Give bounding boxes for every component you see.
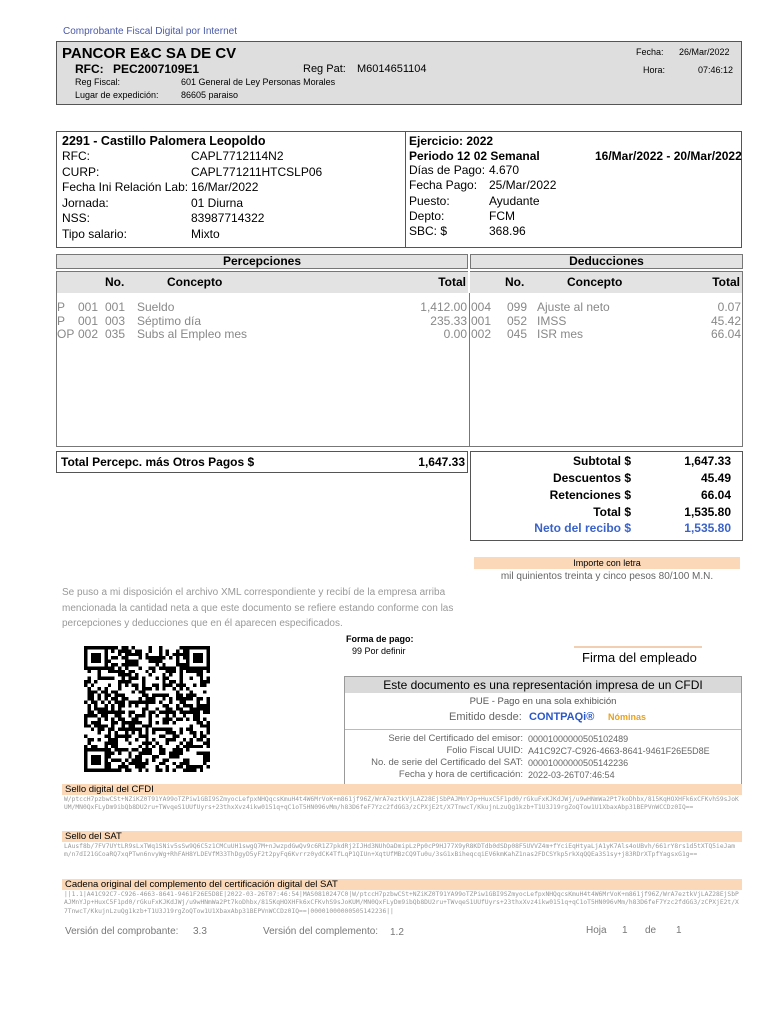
- total-value: 1,535.80: [684, 505, 731, 519]
- cfdi-cert-label: No. de serie del Certificado del SAT:: [371, 757, 523, 768]
- signature-line: [574, 646, 702, 648]
- periodo: Periodo 12 02 Semanal: [409, 149, 540, 163]
- perc-tipo: OP: [57, 327, 75, 341]
- cadena-text: ||1.1|A41C92C7-C926-4663-8641-9461F26E5D8E|2022-03-26T07:46:54|MAS0810247C0|W/ptccH7pzbwCSt+NZiKZ0T91YA99oTZPiw1GBI9SZmyocLefpxNHQqcsKmuH4t4W6MrVoK+m861jf96Z/WrA7eztkVjLAZ28EjSbPAJMnYJp+HuxC5F1pd0/rGkuFxKJKdJWj/u9wHNmWa2Pt7koDhbx/815KqHOXHFk6xCFKvhS9sJoKUM/MN0QxFLyDm9ibQb8DU2ru+TWvqeS1UUfUyrs+23thxXvz4ikw0151q+qC1oT5HN096vMm/h83D6feF7Yzc2fdGG3/zCPXjE2t/X7TnwcT/KkujnLzuQg1kzb+T1U3J19rgZoQTow1U1XbaxAbp31BEPVnWCCDz0IQ==|00001000000505142236||: [64, 891, 739, 915]
- regpat-label: Reg Pat:: [303, 63, 346, 75]
- hora-label: Hora:: [643, 65, 666, 75]
- perc-code-a: 001: [78, 313, 99, 328]
- sello-sat-text: LAusf8b/7FV7UYtLR9sLxTWq1SNiv5sSw9Q6C5z1CMCuUH1swgQ7M+nJwzpdGwQv9c6R1Z7pkdRj2IJHd3NUhOaDmipLzPp0cP9HJ77X9yR8KDTdb0dSDp08F5UVVZ4m+fYciEqHtyaLjA1yK7Als4oUBvh/661rY8rs1d5tXTQ5ieJamm/n7dI21GCoaRQ7xqPTwn6nvyWg+RhFAH8YLDEVfM33ThDgyD5yF2t2pyFq6Kvrrz0ydCK4TfLqP1QIUn+XqtUfMBzCQ9Tu0u/3sG1xBiheqcqiEV6kmKahZ1nas2FDCSYkp5rkXqQQEa3S1sy+j83RDrXTpfYagsxG1g==: [64, 843, 736, 859]
- cfdi-cert-label: Folio Fiscal UUID:: [446, 745, 523, 756]
- employee-field-label: NSS:: [62, 211, 91, 225]
- cfdi-cert-value: 00001000000505102489: [528, 734, 629, 744]
- employee-field-label: Fecha Ini Relación Lab:: [62, 180, 189, 194]
- employee-field-label: Jornada:: [62, 195, 109, 210]
- issuer-rfc-label: RFC:: [75, 62, 104, 76]
- total-value: 45.49: [700, 471, 731, 485]
- payment-field-value: 4.670: [489, 163, 520, 177]
- payment-field-label: Depto:: [409, 208, 445, 223]
- ded-total: 45.42: [710, 313, 741, 328]
- perc-code-a: 001: [78, 300, 99, 314]
- ejercicio: Ejercicio: 2022: [409, 134, 494, 148]
- consent-text: Se puso a mi disposición el archivo XML correspondiente y recibí de la empresa arriba mencionada la cantidad neta a que este documento se refiere estando conforme con las percepciones y deducciones que en él aparecen especificados.: [62, 587, 454, 629]
- qr-code: [84, 646, 210, 772]
- employee-box: [56, 131, 742, 248]
- total-percepciones-label: Total Percepc. más Otros Pagos $: [61, 455, 255, 469]
- total-value: 66.04: [700, 488, 731, 502]
- perc-code-b: 003: [105, 313, 126, 328]
- perc-code-b: 001: [105, 300, 126, 314]
- ded-code-b: 099: [507, 300, 528, 314]
- employee-field-value: CAPL771211HTCSLP06: [191, 164, 323, 179]
- perc-concepto: Sueldo: [137, 300, 175, 314]
- regfiscal-value: 601 General de Ley Personas Morales: [181, 77, 336, 87]
- employee-divider: [405, 132, 406, 247]
- payment-field-label: SBC: $: [409, 224, 448, 239]
- fecha-value: 26/Mar/2022: [679, 47, 730, 57]
- hoja-value: 1: [622, 925, 628, 936]
- perc-concepto: Séptimo día: [137, 313, 202, 328]
- sello-cfdi-label: Sello digital del CFDI: [62, 784, 742, 795]
- cfdi-cert-value: 2022-03-26T07:46:54: [528, 770, 615, 780]
- regfiscal-label: Reg Fiscal:: [75, 77, 121, 87]
- issuer-rfc: PEC2007109E1: [113, 62, 200, 76]
- importe-label: Importe con letra: [474, 557, 740, 569]
- lugar-value: 86605 paraiso: [181, 90, 239, 100]
- forma-pago-value: 99 Por definir: [352, 646, 406, 656]
- total-value: 1,647.33: [684, 454, 731, 468]
- ded-total: 0.07: [717, 300, 741, 314]
- perc-total: 1,412.00: [420, 300, 467, 314]
- deducciones-title: Deducciones: [470, 254, 743, 269]
- neto-value: 1,535.80: [684, 521, 731, 535]
- cfdi-cert-label: Fecha y hora de certificación:: [398, 769, 523, 780]
- ded-concepto: IMSS: [537, 313, 567, 328]
- employee-field-label: CURP:: [62, 164, 100, 179]
- employee-field-value: 01 Diurna: [191, 195, 244, 210]
- perc-code-b: 035: [105, 327, 126, 341]
- payment-field-value: Ayudante: [489, 193, 540, 208]
- version-value: 3.3: [193, 926, 207, 937]
- neto-label: Neto del recibo $: [534, 521, 631, 535]
- total-label: Subtotal $: [572, 454, 631, 468]
- employee-field-value: 83987714322: [191, 211, 265, 225]
- ded-code-a: 004: [471, 300, 492, 314]
- sello-cfdi-text: W/ptccH7pzbwCSt+NZiKZ0T91YA99oTZPiw1GBI9SZmyocLefpxNHQqcsKmuH4t4W6MrVoK+m861jf96Z/WrA7eztkVjLAZ28EjSbPAJMnYJp+HuxC5F1pd0/rGkuFxKJKdJWj/u9wHNmWa2Pt7koDhbx/815KqHOXHFk6xCFKvhS9sJoKUM/MN0QxFLyDm9ibQb8DU2ru+TWvqeS1UUfUyrs+23thxXvz4ikw0151q+qC1oT5HN096vMm/h83D6feF7Yzc2fdGG3/zCPXjE2t/X7TnwcT/KkujnLzuQg1kzb+T1U3J19rgZoQTow1U1XbaxAbp31BEPVnWCCDz0IQ==: [64, 796, 739, 812]
- perc-total: 0.00: [443, 327, 467, 341]
- employee-field-label: RFC:: [62, 149, 90, 163]
- payment-field-label: Fecha Pago:: [409, 178, 478, 193]
- deducciones-column-header: [470, 271, 743, 293]
- cfdi-cert-value: A41C92C7-C926-4663-8641-9461F26E5D8E: [528, 746, 710, 756]
- forma-pago-label: Forma de pago:: [346, 634, 414, 644]
- percepciones-title: Percepciones: [56, 254, 468, 269]
- perc-col-total: Total: [438, 275, 466, 289]
- cfdi-header: Este documento es una representación impresa de un CFDI: [345, 677, 741, 693]
- employee-field-value: Mixto: [191, 226, 220, 241]
- sello-sat-label: Sello del SAT: [62, 831, 742, 842]
- issuer-header: [56, 41, 742, 105]
- payment-field-value: FCM: [489, 208, 515, 223]
- cfdi-pue: PUE - Pago en una sola exhibición: [469, 696, 617, 707]
- de-label: de: [645, 925, 657, 936]
- payment-field-label: Días de Pago:: [409, 163, 486, 177]
- total-percepciones-box: [56, 451, 468, 473]
- perc-tipo: P: [57, 300, 66, 314]
- perc-code-a: 002: [78, 327, 99, 341]
- cfdi-cert-label: Serie del Certificado del emisor:: [388, 733, 523, 744]
- ded-total: 66.04: [710, 327, 741, 341]
- total-label: Retenciones $: [549, 488, 631, 502]
- fecha-label: Fecha:: [636, 47, 664, 57]
- employee-field-value: CAPL7712114N2: [191, 149, 284, 163]
- ded-col-no: No.: [505, 275, 525, 289]
- document-caption: Comprobante Fiscal Digital por Internet: [63, 26, 237, 37]
- ded-code-a: 002: [471, 327, 492, 341]
- emitido-label: Emitido desde:: [449, 711, 522, 723]
- employee-field-label: Tipo salario:: [62, 226, 127, 241]
- perc-total: 235.33: [430, 313, 467, 328]
- totals-box: [470, 451, 743, 541]
- ded-code-b: 052: [507, 313, 528, 328]
- perc-concepto: Subs al Empleo mes: [137, 327, 248, 341]
- complemento-value: 1.2: [390, 927, 404, 938]
- ded-concepto: Ajuste al neto: [537, 300, 610, 314]
- complemento-label: Versión del complemento:: [263, 926, 379, 937]
- payment-field-value: 25/Mar/2022: [489, 178, 557, 193]
- ded-col-concepto: Concepto: [567, 275, 623, 289]
- total-percepciones-value: 1,647.33: [418, 455, 465, 469]
- de-value: 1: [676, 925, 682, 936]
- lugar-label: Lugar de expedición:: [75, 90, 159, 100]
- lines-divider: [469, 293, 470, 446]
- payment-field-value: 368.96: [489, 224, 526, 239]
- employee-field-value: 16/Mar/2022: [191, 180, 259, 194]
- cfdi-box: [344, 676, 742, 786]
- nominas-logo: Nóminas: [608, 712, 647, 722]
- perc-col-no: No.: [105, 275, 125, 289]
- cadena-label: Cadena original del complemento del certificación digital del SAT: [62, 879, 742, 890]
- contpaqi-logo: CONTPAQi®: [529, 711, 595, 723]
- firma-empleado: Firma del empleado: [582, 650, 697, 665]
- payment-field-label: Puesto:: [409, 193, 450, 208]
- periodo-range: 16/Mar/2022 - 20/Mar/2022: [595, 149, 742, 163]
- ded-col-total: Total: [712, 275, 740, 289]
- cfdi-cert-value: 00001000000505142236: [528, 758, 629, 768]
- percepciones-column-header: [56, 271, 468, 293]
- company-name: PANCOR E&C SA DE CV: [62, 45, 237, 62]
- perc-col-concepto: Concepto: [167, 275, 223, 289]
- perc-tipo: P: [57, 313, 66, 328]
- ded-code-b: 045: [507, 327, 528, 341]
- version-label: Versión del comprobante:: [65, 926, 179, 937]
- regpat-value: M6014651104: [357, 63, 427, 75]
- cfdi-separator: [345, 729, 741, 730]
- concept-lines: [56, 293, 743, 447]
- employee-name: 2291 - Castillo Palomera Leopoldo: [62, 134, 266, 148]
- ded-code-a: 001: [471, 313, 492, 328]
- hoja-label: Hoja: [586, 925, 607, 936]
- total-label: Descuentos $: [552, 471, 631, 485]
- ded-concepto: ISR mes: [537, 327, 584, 341]
- hora-value: 07:46:12: [698, 65, 734, 75]
- total-label: Total $: [593, 505, 631, 519]
- importe-text: mil quinientos treinta y cinco pesos 80/100 M.N.: [500, 571, 714, 582]
